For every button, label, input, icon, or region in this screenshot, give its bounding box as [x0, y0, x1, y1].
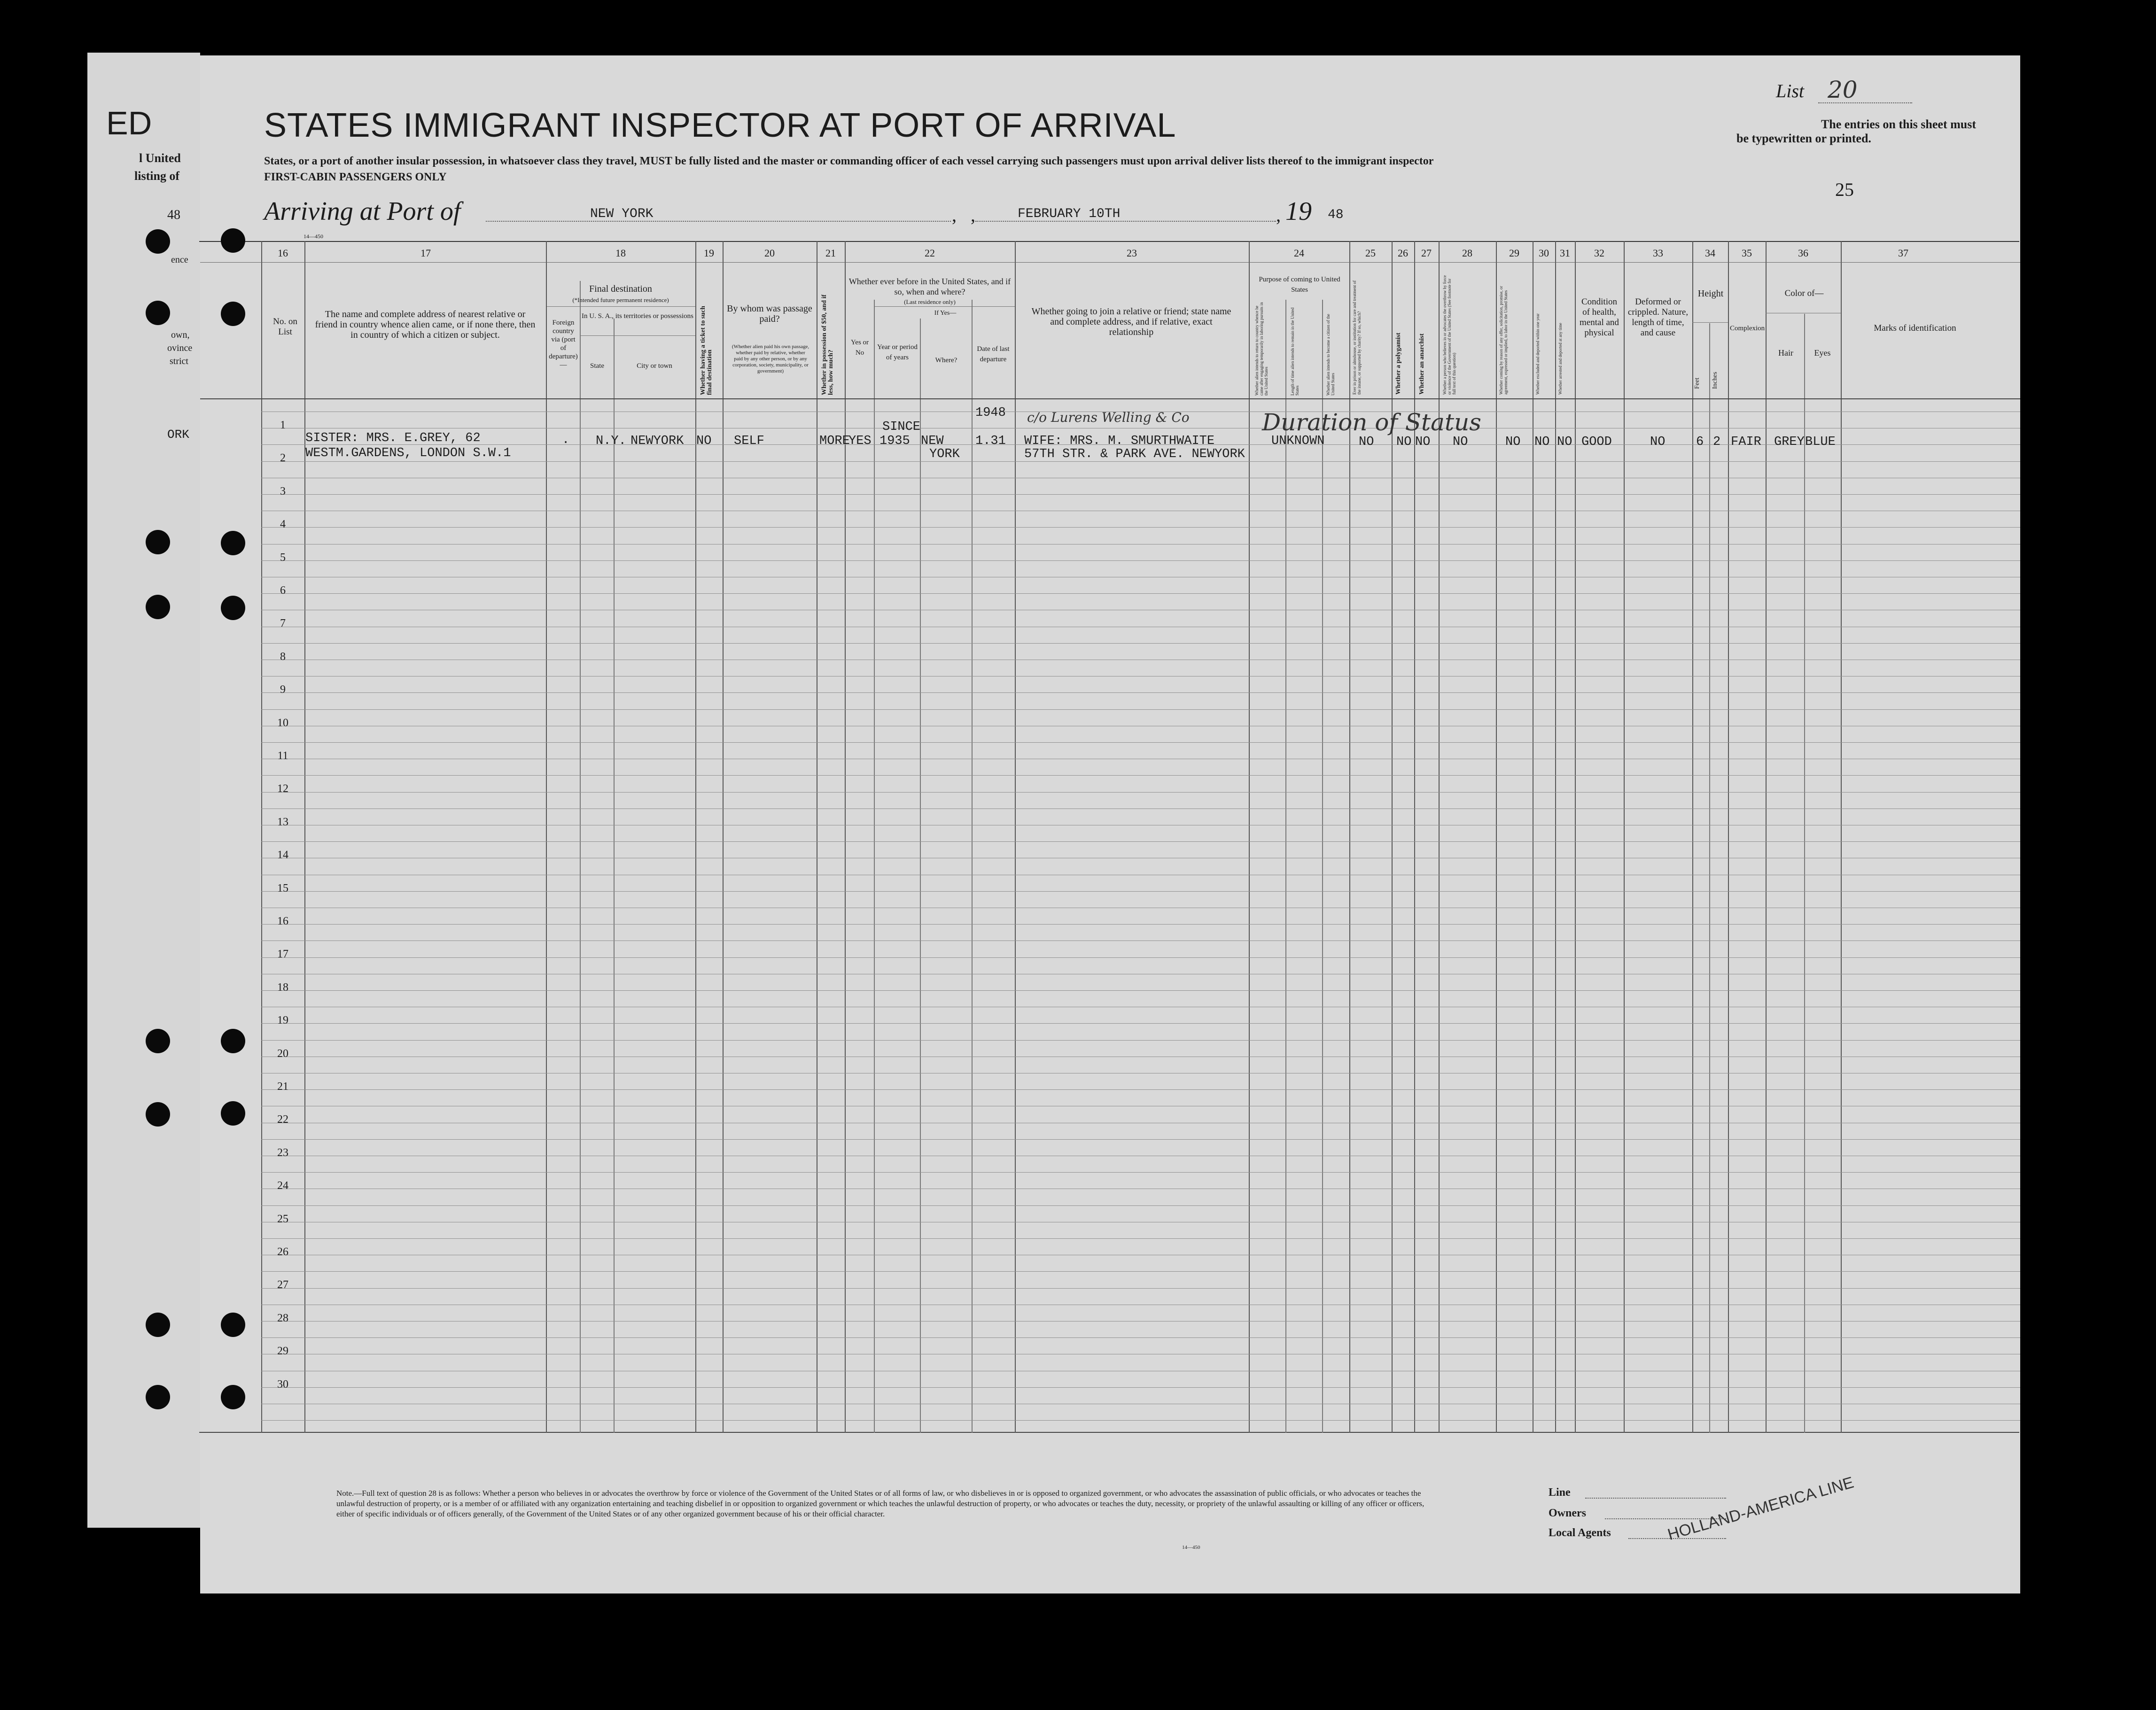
table-top-rule — [199, 241, 2019, 242]
left-fragment-text: strict — [170, 356, 188, 366]
instructions-line-1: The entries on this sheet must — [1821, 117, 1976, 131]
column-number: 36 — [1798, 247, 1808, 259]
hair-color-value: GREY — [1774, 435, 1805, 449]
column-number: 34 — [1705, 247, 1715, 259]
health-value: GOOD — [1581, 435, 1612, 449]
ruled-line — [261, 1387, 2020, 1388]
column-divider — [546, 241, 547, 1433]
manifest-page — [200, 55, 2020, 1593]
left-fragment-text: own, — [171, 330, 190, 340]
state-value: N.Y. — [596, 434, 626, 448]
header-join-relative: Whether going to join a relative or friend; state name and complete address, and if relative, exact relationship — [1031, 306, 1231, 337]
ruled-line — [261, 709, 2020, 710]
column-divider — [1285, 300, 1286, 1433]
row-number: 20 — [277, 1047, 288, 1060]
ruled-line — [261, 1040, 2020, 1041]
ruled-line — [261, 1337, 2020, 1338]
header-health: Condition of health, mental and physical — [1580, 297, 1619, 338]
column-divider — [1728, 241, 1729, 1433]
row-number: 11 — [277, 750, 288, 762]
header-labor-offer: Whether coming by reason of any offer, solicitation, promise, or agreement, expressed or implied, to labor in the United States — [1499, 286, 1508, 395]
complexion-value: FAIR — [1731, 435, 1761, 449]
left-fragment-text: 48 — [167, 208, 180, 222]
where-line-1: NEW — [921, 434, 944, 448]
punch-hole — [221, 1385, 245, 1409]
ruled-line — [261, 841, 2020, 842]
left-fragment-title: ED — [106, 105, 152, 141]
page-stamp-number: 25 — [1835, 179, 1854, 200]
punch-hole — [146, 1385, 170, 1409]
row-number: 16 — [277, 915, 288, 927]
header-prison: Ever in prison or almshouse, or institution for care and treatment of the insane, or supported by charity? If so, which? — [1352, 280, 1362, 395]
since-label: SINCE — [882, 420, 921, 434]
punch-hole — [146, 1029, 170, 1053]
comma: , — [971, 204, 975, 225]
comma: , — [1276, 204, 1281, 225]
header-final-destination-note: (*Intended future permanent residence) — [572, 296, 669, 303]
punch-hole — [221, 1313, 245, 1337]
column-number: 33 — [1653, 247, 1663, 259]
column-number: 35 — [1742, 247, 1752, 259]
column-divider — [1496, 241, 1497, 1433]
ruled-line — [261, 1089, 2020, 1090]
header-rule — [580, 335, 695, 336]
column-number: 37 — [1898, 247, 1908, 259]
column-number: 21 — [825, 247, 836, 259]
prison-value: NO — [1359, 435, 1374, 449]
before-yes-value: YES — [848, 434, 872, 448]
punch-hole — [146, 1313, 170, 1337]
footer-note: Note.—Full text of question 28 is as follows: Whether a person who believes in or advocates the overthrow by force or violence of the Government of the United States or of all forms of law, or who disbelieves in or is opposed to organized government, or who advocates the assassination of public officials, or who advocates or teaches the unlawful destruction of property, or is a member of or affiliated with any organization entertaining and teaching disbelief in or opposition to organized government or which teaches the unlawful destruction of property, or who advocates or teaches the duty, necessity, or propriety of the unlawful assaulting or killing of any officer or officers, either of specific individuals or of officers generally, of the Government of the United States or of any other organized government because of his or their official character. — [336, 1489, 1424, 1518]
header-usa: In U. S. A., its territories or possessions — [582, 312, 693, 320]
left-fragment-text: l United — [139, 151, 181, 165]
column-number: 31 — [1560, 247, 1570, 259]
money-value: MORE — [819, 434, 850, 448]
foreign-port-value: . — [562, 433, 570, 447]
punch-hole — [221, 302, 245, 326]
deformed-value: NO — [1650, 435, 1666, 449]
row-number: 22 — [277, 1113, 288, 1126]
arrival-date: FEBRUARY 10TH — [1018, 207, 1121, 221]
header-overthrow: Whether a person who believes in or advocates the overthrow by force or violence of the Government of the United States (See footnote for full text of this question) — [1442, 275, 1456, 395]
column-divider — [1692, 241, 1693, 1433]
header-complexion: Complexion — [1730, 325, 1765, 332]
overthrow-value: NO — [1453, 435, 1468, 449]
row-number: 13 — [277, 816, 288, 828]
footer-form-number: 14—450 — [1182, 1545, 1200, 1550]
labor-offer-value: NO — [1505, 435, 1521, 449]
ruled-line — [261, 1139, 2020, 1140]
anarchist-value: NO — [1415, 435, 1431, 449]
column-divider — [972, 300, 973, 1433]
column-number: 17 — [420, 247, 431, 259]
column-divider — [1804, 314, 1805, 1433]
where-line-2: YORK — [929, 447, 960, 461]
column-number: 22 — [925, 247, 935, 259]
port-field-line — [486, 221, 951, 222]
header-year-period: Year or period of years — [877, 343, 918, 361]
ruled-line — [261, 775, 2020, 776]
header-yes-no: Yes or No — [850, 339, 869, 357]
column-divider — [1575, 241, 1576, 1433]
row-number: 7 — [280, 617, 286, 630]
arrival-port: NEW YORK — [590, 207, 654, 221]
row-number: 28 — [277, 1312, 288, 1324]
departure-year-value: 1948 — [975, 406, 1006, 420]
row-number: 8 — [280, 650, 286, 663]
header-relative-address: The name and complete address of nearest relative or friend in country whence alien came, or if none there, then in country of which a citizen or subject. — [315, 309, 536, 340]
header-foreign-country: Foreign country via (port of departure)— — [549, 319, 578, 369]
column-divider — [1555, 241, 1556, 1433]
row-number: 3 — [280, 485, 286, 497]
header-deformed: Deformed or crippled. Nature, length of time, and cause — [1627, 297, 1689, 338]
column-divider — [920, 319, 921, 1433]
ruled-line — [261, 924, 2020, 925]
ruled-line — [261, 527, 2020, 528]
row-number: 21 — [277, 1080, 288, 1093]
header-where: Where? — [935, 357, 957, 364]
row-number: 10 — [277, 716, 288, 729]
ruled-line — [261, 1205, 2020, 1206]
handwritten-duration: Duration of Status — [1262, 409, 1481, 436]
row-number: 1 — [280, 419, 286, 431]
row-number: 15 — [277, 882, 288, 894]
header-feet: Feet — [1694, 377, 1701, 389]
row-number: 29 — [277, 1345, 288, 1358]
column-number: 20 — [764, 247, 775, 259]
ruled-line — [261, 1288, 2020, 1289]
ruled-line — [261, 792, 2020, 793]
ruled-line — [261, 1023, 2020, 1024]
row-number: 19 — [277, 1014, 288, 1027]
header-final-destination: Final destination — [589, 284, 652, 294]
join-line-2: 57TH STR. & PARK AVE. NEWYORK — [1024, 447, 1245, 461]
column-divider — [874, 300, 875, 1433]
column-number-rule — [200, 262, 2020, 263]
header-hair: Hair — [1778, 348, 1793, 358]
eye-color-value: BLUE — [1805, 435, 1836, 449]
header-anarchist: Whether an anarchist — [1418, 333, 1425, 395]
column-divider — [1766, 241, 1767, 1433]
header-last-departure: Date of last departure — [977, 345, 1010, 363]
footer-agents-label: Local Agents — [1549, 1527, 1611, 1539]
relative-address-line-1: SISTER: MRS. E.GREY, 62 — [305, 431, 481, 445]
ruled-line — [261, 560, 2020, 561]
header-city: City or town — [637, 362, 672, 370]
row-number: 17 — [277, 948, 288, 961]
page-title: STATES IMMIGRANT INSPECTOR AT PORT OF ARRIVAL — [264, 107, 1176, 144]
header-fifty-dollars: Whether in possession of $50, and if less, how much? — [821, 294, 834, 395]
ruled-line — [261, 808, 2020, 809]
ruled-line — [261, 1271, 2020, 1272]
height-inches-value: 2 — [1713, 435, 1721, 449]
comma: , — [952, 204, 957, 225]
header-state: State — [590, 362, 604, 370]
header-polygamist: Whether a polygamist — [1395, 333, 1402, 395]
header-bottom-rule — [200, 398, 2020, 399]
column-number: 30 — [1539, 247, 1549, 259]
join-line-1: WIFE: MRS. M. SMURTHWAITE — [1024, 434, 1215, 448]
row-number: 6 — [280, 584, 286, 597]
header-inches: Inches — [1712, 372, 1719, 389]
footer-line-label: Line — [1549, 1486, 1571, 1499]
city-value: NEWYORK — [630, 434, 684, 448]
footer-line-field — [1585, 1498, 1726, 1499]
handwritten-care-of: c/o Lurens Welling & Co — [1027, 410, 1190, 425]
shipping-line-stamp: HOLLAND-AMERICA LINE — [1666, 1473, 1856, 1544]
header-purpose-length: Length of time alien intends to remain in the United States — [1290, 307, 1300, 396]
column-number: 24 — [1294, 247, 1304, 259]
header-ticket: Whether having a ticket to such final destination — [700, 306, 713, 395]
punch-hole — [221, 1029, 245, 1053]
header-color-of: Color of— — [1784, 288, 1824, 298]
punch-hole — [146, 530, 170, 554]
column-divider — [723, 241, 724, 1433]
list-number: 20 — [1828, 76, 1858, 103]
ticket-value: NO — [696, 434, 712, 448]
column-number: 18 — [615, 247, 626, 259]
punch-hole — [221, 531, 245, 555]
header-marks: Marks of identification — [1874, 323, 1956, 333]
row-number: 18 — [277, 981, 288, 994]
ruled-line — [261, 891, 2020, 892]
relative-address-line-2: WESTM.GARDENS, LONDON S.W.1 — [305, 446, 511, 460]
polygamist-value: NO — [1396, 435, 1412, 449]
ruled-line — [261, 643, 2020, 644]
table-bottom-rule — [199, 1432, 2019, 1433]
column-divider — [845, 241, 846, 1433]
left-fragment-text: listing of — [134, 169, 180, 183]
ruled-line — [261, 990, 2020, 991]
left-page-fragment — [87, 53, 200, 1528]
ruled-line — [261, 1420, 2020, 1421]
column-number: 19 — [704, 247, 714, 259]
column-number: 26 — [1398, 247, 1408, 259]
list-label: List — [1776, 80, 1805, 101]
column-number: 25 — [1365, 247, 1376, 259]
row-number: 24 — [277, 1180, 288, 1192]
column-number: 27 — [1421, 247, 1432, 259]
punch-hole — [146, 301, 170, 325]
row-number: 26 — [277, 1246, 288, 1258]
length-of-stay-value: UNKNOWN — [1271, 434, 1325, 448]
row-number: 23 — [277, 1146, 288, 1159]
cabin-class-label: FIRST-CABIN PASSENGERS ONLY — [264, 171, 447, 183]
column-divider — [1709, 323, 1710, 1433]
punch-hole — [221, 596, 245, 620]
column-number: 32 — [1594, 247, 1604, 259]
header-passage-note: (Whether alien paid his own passage, whether paid by relative, whether paid by any other person, or by any corporation, society, municipality, or government) — [732, 344, 809, 374]
left-fragment-text: ORK — [167, 428, 189, 442]
row-number: 30 — [277, 1378, 288, 1391]
excluded-value: NO — [1534, 435, 1550, 449]
row-number: 9 — [280, 684, 286, 696]
left-fragment-text: ovince — [167, 343, 193, 353]
punch-hole — [221, 1101, 245, 1126]
column-divider — [1841, 241, 1842, 1433]
header-passage-paid: By whom was passage paid? — [727, 303, 812, 324]
column-divider — [1322, 300, 1323, 1433]
row-number: 4 — [280, 518, 286, 531]
ruled-line — [261, 1238, 2020, 1239]
header-before-note: (Last residence only) — [904, 298, 956, 305]
column-number: 29 — [1509, 247, 1519, 259]
year-prefix: 19 — [1285, 197, 1312, 226]
column-divider — [1015, 241, 1016, 1433]
header-rule — [547, 306, 695, 307]
header-deported: Whether arrested and deported at any time — [1558, 323, 1563, 395]
height-feet-value: 6 — [1696, 435, 1704, 449]
row-number: 2 — [280, 452, 286, 465]
header-purpose-citizen: Whether alien intends to become a citizen of the United States — [1326, 314, 1335, 396]
header-purpose: Purpose of coming to United States — [1259, 276, 1340, 294]
row-number: 5 — [280, 551, 286, 564]
ruled-line — [261, 957, 2020, 958]
header-before-in-us: Whether ever before in the United States, and if so, when and where? — [848, 277, 1011, 296]
column-divider — [1624, 241, 1625, 1433]
column-number: 28 — [1462, 247, 1472, 259]
punch-hole — [221, 228, 245, 253]
since-year-value: 1935 — [880, 434, 910, 448]
row-number: 14 — [277, 849, 288, 862]
page-subtitle: States, or a port of another insular possession, in whatsoever class they travel, MUST be fully listed and the master or commanding officer of each vessel carrying such passengers must upon arrival deliver lists thereof to the immigrant inspector — [264, 155, 1434, 167]
ruled-line — [261, 742, 2020, 743]
departure-date-value: 1.31 — [975, 434, 1006, 448]
column-divider — [695, 241, 696, 1433]
footer-owners-label: Owners — [1549, 1507, 1586, 1519]
header-rule — [1692, 322, 1728, 323]
ruled-line — [261, 494, 2020, 495]
punch-hole — [146, 595, 170, 619]
header-no-on-list: No. on List — [273, 317, 297, 337]
header-if-yes: If Yes— — [934, 310, 957, 317]
column-number: 23 — [1127, 247, 1137, 259]
paid-by-value: SELF — [734, 434, 764, 448]
column-divider — [304, 241, 305, 1433]
row-number: 12 — [277, 783, 288, 795]
header-excluded: Whether excluded and deported within one year — [1535, 313, 1540, 395]
header-eyes: Eyes — [1814, 348, 1831, 358]
ruled-line — [261, 593, 2020, 594]
deported-value: NO — [1557, 435, 1572, 449]
row-number: 25 — [277, 1213, 288, 1225]
year-suffix: 48 — [1328, 208, 1344, 222]
row-number: 27 — [277, 1279, 288, 1291]
ruled-line — [261, 940, 2020, 941]
arriving-label: Arriving at Port of — [264, 197, 461, 226]
column-divider — [261, 241, 262, 1433]
column-divider — [614, 319, 615, 1433]
punch-hole — [146, 1102, 170, 1127]
header-height: Height — [1697, 288, 1724, 299]
ruled-line — [261, 1172, 2020, 1173]
list-number-field — [1818, 76, 1912, 103]
column-divider — [1249, 241, 1250, 1433]
ruled-line — [261, 692, 2020, 693]
punch-hole — [146, 229, 170, 254]
left-fragment-text: ence — [171, 255, 188, 265]
instructions-line-2: be typewritten or printed. — [1736, 132, 1871, 145]
header-rule — [874, 306, 1015, 307]
header-purpose-return: Whether alien intends to return to country whence he came after engaging temporarily in laboring pursuits in the United States — [1254, 302, 1269, 396]
column-number: 16 — [278, 247, 288, 259]
column-divider — [580, 281, 581, 1433]
form-number-top: 14—450 — [304, 233, 323, 240]
